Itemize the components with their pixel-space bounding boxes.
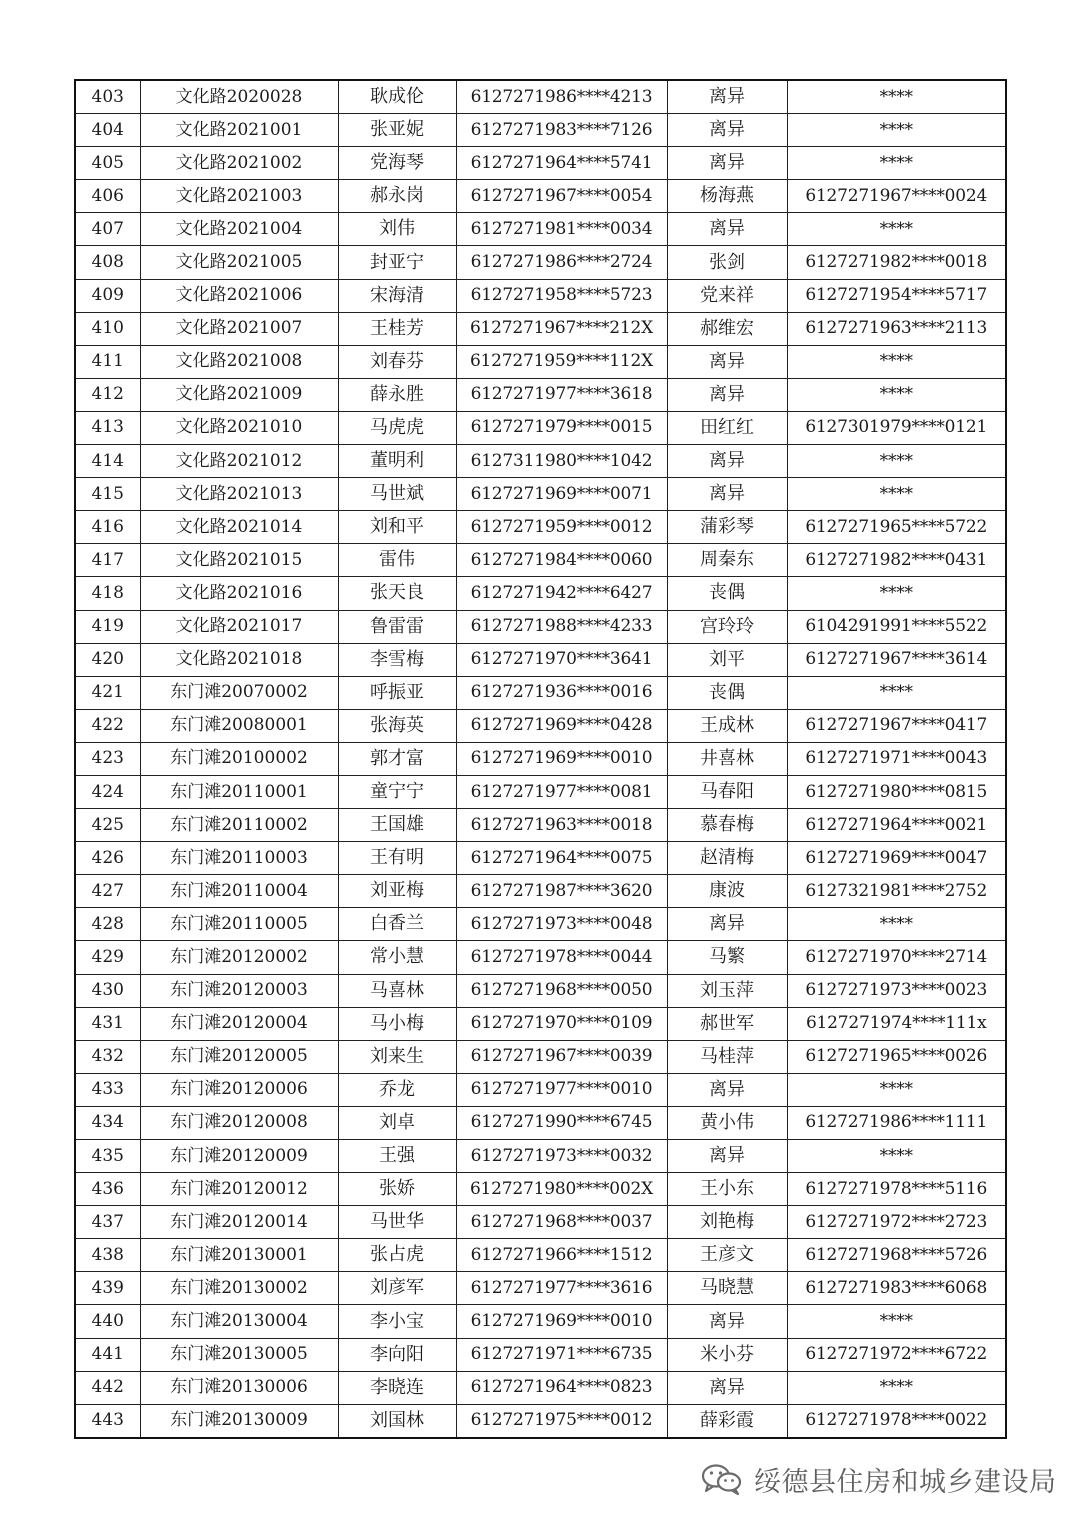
spouse-name-cell: 离异	[667, 1073, 787, 1106]
spouse-id-cell: 6127271967****3614	[787, 643, 1006, 676]
applicant-name-cell: 刘和平	[338, 511, 456, 544]
table-row	[75, 941, 1006, 974]
spouse-id-cell: ****	[787, 213, 1006, 246]
row-number-cell: 431	[75, 1007, 140, 1040]
applicant-name-cell: 封亚宁	[338, 246, 456, 279]
applicant-id-cell: 6127271968****0050	[456, 974, 667, 1007]
table-row	[75, 974, 1006, 1007]
spouse-id-cell: ****	[787, 478, 1006, 511]
row-number-cell: 403	[75, 80, 140, 114]
applicant-name-cell: 董明利	[338, 445, 456, 478]
house-code-cell: 东门滩20130004	[140, 1305, 338, 1338]
house-code-cell: 东门滩20080001	[140, 709, 338, 742]
house-code-cell: 文化路2021009	[140, 378, 338, 411]
applicant-id-cell: 6127271966****1512	[456, 1239, 667, 1272]
spouse-id-cell: 6127271954****5717	[787, 279, 1006, 312]
applicant-id-cell: 6127271984****0060	[456, 544, 667, 577]
row-number-cell: 411	[75, 345, 140, 378]
spouse-id-cell: ****	[787, 378, 1006, 411]
applicant-name-cell: 马小梅	[338, 1007, 456, 1040]
row-number-cell: 437	[75, 1206, 140, 1239]
row-number-cell: 435	[75, 1140, 140, 1173]
spouse-name-cell: 慕春梅	[667, 809, 787, 842]
table-row	[75, 147, 1006, 180]
table-row	[75, 1404, 1006, 1438]
house-code-cell: 文化路2021002	[140, 147, 338, 180]
spouse-id-cell: 6127271970****2714	[787, 941, 1006, 974]
applicant-id-cell: 6127311980****1042	[456, 445, 667, 478]
house-code-cell: 东门滩20120014	[140, 1206, 338, 1239]
house-code-cell: 东门滩20120012	[140, 1173, 338, 1206]
house-code-cell: 文化路2021018	[140, 643, 338, 676]
applicant-name-cell: 郝永岗	[338, 180, 456, 213]
house-code-cell: 东门滩20120005	[140, 1040, 338, 1073]
spouse-id-cell: 6127271969****0047	[787, 842, 1006, 875]
spouse-name-cell: 离异	[667, 478, 787, 511]
house-code-cell: 文化路2021007	[140, 312, 338, 345]
house-code-cell: 东门滩20120003	[140, 974, 338, 1007]
row-number-cell: 441	[75, 1338, 140, 1371]
row-number-cell: 419	[75, 610, 140, 643]
applicant-id-cell: 6127271969****0010	[456, 1305, 667, 1338]
row-number-cell: 417	[75, 544, 140, 577]
spouse-name-cell: 离异	[667, 114, 787, 147]
applicant-id-cell: 6127271967****0039	[456, 1040, 667, 1073]
applicant-name-cell: 李晓连	[338, 1371, 456, 1404]
house-code-cell: 东门滩20110005	[140, 908, 338, 941]
house-code-cell: 文化路2020028	[140, 80, 338, 114]
watermark-text: 绥德县住房和城乡建设局	[754, 1466, 1057, 1498]
row-number-cell: 433	[75, 1073, 140, 1106]
applicant-id-cell: 6127271969****0071	[456, 478, 667, 511]
spouse-id-cell: ****	[787, 577, 1006, 610]
spouse-id-cell: 6127271980****0815	[787, 775, 1006, 808]
applicant-id-cell: 6127271967****0054	[456, 180, 667, 213]
table-row	[75, 378, 1006, 411]
applicant-name-cell: 李雪梅	[338, 643, 456, 676]
spouse-id-cell: 6127271971****0043	[787, 742, 1006, 775]
spouse-id-cell: 6127271963****2113	[787, 312, 1006, 345]
applicant-name-cell: 乔龙	[338, 1073, 456, 1106]
spouse-name-cell: 离异	[667, 345, 787, 378]
row-number-cell: 436	[75, 1173, 140, 1206]
spouse-id-cell: ****	[787, 147, 1006, 180]
table-row	[75, 1206, 1006, 1239]
applicant-name-cell: 王强	[338, 1140, 456, 1173]
applicant-name-cell: 马虎虎	[338, 411, 456, 444]
applicant-name-cell: 常小慧	[338, 941, 456, 974]
applicant-name-cell: 王有明	[338, 842, 456, 875]
spouse-name-cell: 黄小伟	[667, 1106, 787, 1139]
applicant-id-cell: 6127271970****3641	[456, 643, 667, 676]
applicant-name-cell: 张海英	[338, 709, 456, 742]
spouse-id-cell: ****	[787, 908, 1006, 941]
row-number-cell: 440	[75, 1305, 140, 1338]
applicant-id-cell: 6127271968****0037	[456, 1206, 667, 1239]
applicant-id-cell: 6127271977****3618	[456, 378, 667, 411]
spouse-id-cell: ****	[787, 345, 1006, 378]
applicant-name-cell: 刘亚梅	[338, 875, 456, 908]
spouse-name-cell: 米小芬	[667, 1338, 787, 1371]
spouse-name-cell: 刘玉萍	[667, 974, 787, 1007]
applicant-name-cell: 刘卓	[338, 1106, 456, 1139]
table-row	[75, 1007, 1006, 1040]
spouse-name-cell: 蒲彩琴	[667, 511, 787, 544]
applicant-name-cell: 张亚妮	[338, 114, 456, 147]
table-row	[75, 544, 1006, 577]
applicant-id-cell: 6127271963****0018	[456, 809, 667, 842]
spouse-name-cell: 马春阳	[667, 775, 787, 808]
table-row	[75, 1073, 1006, 1106]
spouse-name-cell: 周秦东	[667, 544, 787, 577]
row-number-cell: 404	[75, 114, 140, 147]
applicant-name-cell: 耿成伦	[338, 80, 456, 114]
spouse-name-cell: 王彦文	[667, 1239, 787, 1272]
row-number-cell: 418	[75, 577, 140, 610]
spouse-name-cell: 康波	[667, 875, 787, 908]
table-row	[75, 511, 1006, 544]
spouse-id-cell: ****	[787, 676, 1006, 709]
spouse-name-cell: 离异	[667, 1305, 787, 1338]
applicant-name-cell: 刘彦军	[338, 1272, 456, 1305]
row-number-cell: 421	[75, 676, 140, 709]
house-code-cell: 东门滩20120002	[140, 941, 338, 974]
row-number-cell: 426	[75, 842, 140, 875]
spouse-id-cell: 6127271968****5726	[787, 1239, 1006, 1272]
applicant-name-cell: 李小宝	[338, 1305, 456, 1338]
table-row	[75, 213, 1006, 246]
applicant-id-cell: 6127271975****0012	[456, 1404, 667, 1438]
spouse-name-cell: 井喜林	[667, 742, 787, 775]
spouse-id-cell: 6127271986****1111	[787, 1106, 1006, 1139]
row-number-cell: 428	[75, 908, 140, 941]
spouse-name-cell: 刘艳梅	[667, 1206, 787, 1239]
spouse-id-cell: 6127301979****0121	[787, 411, 1006, 444]
spouse-id-cell: ****	[787, 1073, 1006, 1106]
house-code-cell: 文化路2021003	[140, 180, 338, 213]
row-number-cell: 443	[75, 1404, 140, 1438]
row-number-cell: 408	[75, 246, 140, 279]
spouse-name-cell: 党来祥	[667, 279, 787, 312]
applicant-name-cell: 郭才富	[338, 742, 456, 775]
house-code-cell: 文化路2021015	[140, 544, 338, 577]
applicant-id-cell: 6127271979****0015	[456, 411, 667, 444]
spouse-id-cell: 6127271965****0026	[787, 1040, 1006, 1073]
applicant-name-cell: 张天良	[338, 577, 456, 610]
applicant-name-cell: 马喜林	[338, 974, 456, 1007]
spouse-name-cell: 王小东	[667, 1173, 787, 1206]
spouse-id-cell: 6127271983****6068	[787, 1272, 1006, 1305]
table-row	[75, 1305, 1006, 1338]
table-row	[75, 1239, 1006, 1272]
applicant-id-cell: 6127271981****0034	[456, 213, 667, 246]
spouse-id-cell: ****	[787, 1305, 1006, 1338]
row-number-cell: 429	[75, 941, 140, 974]
row-number-cell: 409	[75, 279, 140, 312]
spouse-id-cell: ****	[787, 80, 1006, 114]
table-row	[75, 676, 1006, 709]
row-number-cell: 425	[75, 809, 140, 842]
spouse-name-cell: 田红红	[667, 411, 787, 444]
house-code-cell: 东门滩20110001	[140, 775, 338, 808]
applicant-name-cell: 童宁宁	[338, 775, 456, 808]
house-code-cell: 东门滩20120004	[140, 1007, 338, 1040]
spouse-name-cell: 赵清梅	[667, 842, 787, 875]
spouse-name-cell: 离异	[667, 908, 787, 941]
row-number-cell: 430	[75, 974, 140, 1007]
row-number-cell: 413	[75, 411, 140, 444]
house-code-cell: 东门滩20070002	[140, 676, 338, 709]
spouse-name-cell: 薛彩霞	[667, 1404, 787, 1438]
row-number-cell: 407	[75, 213, 140, 246]
applicant-name-cell: 张娇	[338, 1173, 456, 1206]
applicant-name-cell: 马世华	[338, 1206, 456, 1239]
spouse-id-cell: 6127271978****5116	[787, 1173, 1006, 1206]
table-row	[75, 445, 1006, 478]
table-row	[75, 842, 1006, 875]
spouse-name-cell: 郝世军	[667, 1007, 787, 1040]
applicant-name-cell: 刘春芬	[338, 345, 456, 378]
spouse-id-cell: ****	[787, 1371, 1006, 1404]
house-code-cell: 东门滩20120008	[140, 1106, 338, 1139]
table-row	[75, 114, 1006, 147]
spouse-id-cell: 6127271964****0021	[787, 809, 1006, 842]
spouse-id-cell: ****	[787, 1140, 1006, 1173]
spouse-id-cell: 6127271967****0024	[787, 180, 1006, 213]
applicant-name-cell: 刘国林	[338, 1404, 456, 1438]
table-row	[75, 1272, 1006, 1305]
house-code-cell: 东门滩20110004	[140, 875, 338, 908]
table-row	[75, 908, 1006, 941]
applicant-id-cell: 6127271942****6427	[456, 577, 667, 610]
spouse-name-cell: 离异	[667, 147, 787, 180]
row-number-cell: 415	[75, 478, 140, 511]
table-row	[75, 478, 1006, 511]
row-number-cell: 422	[75, 709, 140, 742]
applicant-name-cell: 王国雄	[338, 809, 456, 842]
spouse-id-cell: 6127271972****2723	[787, 1206, 1006, 1239]
spouse-id-cell: 6127271967****0417	[787, 709, 1006, 742]
house-code-cell: 文化路2021008	[140, 345, 338, 378]
applicant-name-cell: 李向阳	[338, 1338, 456, 1371]
applicant-name-cell: 雷伟	[338, 544, 456, 577]
table-row	[75, 577, 1006, 610]
spouse-name-cell: 离异	[667, 213, 787, 246]
applicant-id-cell: 6127271977****3616	[456, 1272, 667, 1305]
applicant-name-cell: 宋海清	[338, 279, 456, 312]
table-row	[75, 1173, 1006, 1206]
row-number-cell: 405	[75, 147, 140, 180]
table-row	[75, 411, 1006, 444]
row-number-cell: 410	[75, 312, 140, 345]
applicant-id-cell: 6127271990****6745	[456, 1106, 667, 1139]
spouse-name-cell: 离异	[667, 80, 787, 114]
applicant-id-cell: 6127271978****0044	[456, 941, 667, 974]
house-code-cell: 文化路2021014	[140, 511, 338, 544]
spouse-id-cell: 6104291991****5522	[787, 610, 1006, 643]
spouse-name-cell: 离异	[667, 445, 787, 478]
spouse-id-cell: 6127271982****0018	[787, 246, 1006, 279]
spouse-name-cell: 王成林	[667, 709, 787, 742]
table-row	[75, 1338, 1006, 1371]
applicant-id-cell: 6127271971****6735	[456, 1338, 667, 1371]
applicant-name-cell: 刘伟	[338, 213, 456, 246]
spouse-id-cell: 6127321981****2752	[787, 875, 1006, 908]
wechat-icon	[700, 1462, 744, 1496]
house-code-cell: 东门滩20120009	[140, 1140, 338, 1173]
applicant-id-cell: 6127271969****0428	[456, 709, 667, 742]
spouse-name-cell: 离异	[667, 1371, 787, 1404]
applicant-id-cell: 6127271969****0010	[456, 742, 667, 775]
spouse-name-cell: 离异	[667, 1140, 787, 1173]
house-code-cell: 东门滩20110002	[140, 809, 338, 842]
table-row	[75, 709, 1006, 742]
table-row	[75, 180, 1006, 213]
house-code-cell: 文化路2021016	[140, 577, 338, 610]
row-number-cell: 434	[75, 1106, 140, 1139]
spouse-id-cell: 6127271965****5722	[787, 511, 1006, 544]
applicant-id-cell: 6127271986****2724	[456, 246, 667, 279]
applicant-id-cell: 6127271958****5723	[456, 279, 667, 312]
applicant-id-cell: 6127271973****0032	[456, 1140, 667, 1173]
house-code-cell: 东门滩20130006	[140, 1371, 338, 1404]
applicant-id-cell: 6127271987****3620	[456, 875, 667, 908]
row-number-cell: 423	[75, 742, 140, 775]
spouse-name-cell: 张剑	[667, 246, 787, 279]
applicant-name-cell: 呼振亚	[338, 676, 456, 709]
spouse-name-cell: 离异	[667, 378, 787, 411]
table-row	[75, 345, 1006, 378]
spouse-name-cell: 宫玲玲	[667, 610, 787, 643]
applicant-id-cell: 6127271936****0016	[456, 676, 667, 709]
table-row	[75, 1371, 1006, 1404]
applicant-id-cell: 6127271983****7126	[456, 114, 667, 147]
applicant-name-cell: 刘来生	[338, 1040, 456, 1073]
row-number-cell: 412	[75, 378, 140, 411]
row-number-cell: 439	[75, 1272, 140, 1305]
house-code-cell: 东门滩20130002	[140, 1272, 338, 1305]
house-code-cell: 文化路2021013	[140, 478, 338, 511]
spouse-id-cell: ****	[787, 114, 1006, 147]
table-row	[75, 875, 1006, 908]
applicant-id-cell: 6127271986****4213	[456, 80, 667, 114]
table-row	[75, 80, 1006, 114]
spouse-id-cell: 6127271982****0431	[787, 544, 1006, 577]
applicant-id-cell: 6127271964****0075	[456, 842, 667, 875]
house-code-cell: 文化路2021005	[140, 246, 338, 279]
row-number-cell: 416	[75, 511, 140, 544]
spouse-name-cell: 刘平	[667, 643, 787, 676]
spouse-name-cell: 丧偶	[667, 577, 787, 610]
applicant-name-cell: 白香兰	[338, 908, 456, 941]
applicant-id-cell: 6127271980****002X	[456, 1173, 667, 1206]
table-row	[75, 279, 1006, 312]
table-row	[75, 809, 1006, 842]
applicant-table	[74, 79, 1007, 1439]
row-number-cell: 432	[75, 1040, 140, 1073]
publisher-watermark	[700, 1459, 1057, 1499]
house-code-cell: 东门滩20130009	[140, 1404, 338, 1438]
table-row	[75, 1040, 1006, 1073]
applicant-name-cell: 薛永胜	[338, 378, 456, 411]
table-row	[75, 1106, 1006, 1139]
table-body	[75, 80, 1006, 1438]
applicant-name-cell: 张占虎	[338, 1239, 456, 1272]
row-number-cell: 438	[75, 1239, 140, 1272]
spouse-name-cell: 杨海燕	[667, 180, 787, 213]
spouse-name-cell: 马晓慧	[667, 1272, 787, 1305]
applicant-id-cell: 6127271959****112X	[456, 345, 667, 378]
spouse-id-cell: 6127271973****0023	[787, 974, 1006, 1007]
applicant-id-cell: 6127271973****0048	[456, 908, 667, 941]
applicant-id-cell: 6127271977****0010	[456, 1073, 667, 1106]
house-code-cell: 东门滩20100002	[140, 742, 338, 775]
applicant-id-cell: 6127271959****0012	[456, 511, 667, 544]
house-code-cell: 文化路2021006	[140, 279, 338, 312]
row-number-cell: 424	[75, 775, 140, 808]
applicant-id-cell: 6127271967****212X	[456, 312, 667, 345]
house-code-cell: 东门滩20110003	[140, 842, 338, 875]
table-row	[75, 742, 1006, 775]
house-code-cell: 文化路2021001	[140, 114, 338, 147]
house-code-cell: 东门滩20120006	[140, 1073, 338, 1106]
spouse-name-cell: 马繁	[667, 941, 787, 974]
applicant-id-cell: 6127271964****5741	[456, 147, 667, 180]
applicant-name-cell: 鲁雷雷	[338, 610, 456, 643]
house-code-cell: 东门滩20130001	[140, 1239, 338, 1272]
spouse-id-cell: ****	[787, 445, 1006, 478]
applicant-id-cell: 6127271964****0823	[456, 1371, 667, 1404]
table-row	[75, 1140, 1006, 1173]
house-code-cell: 文化路2021004	[140, 213, 338, 246]
applicant-name-cell: 王桂芳	[338, 312, 456, 345]
applicant-id-cell: 6127271970****0109	[456, 1007, 667, 1040]
row-number-cell: 420	[75, 643, 140, 676]
house-code-cell: 文化路2021012	[140, 445, 338, 478]
applicant-id-cell: 6127271988****4233	[456, 610, 667, 643]
house-code-cell: 东门滩20130005	[140, 1338, 338, 1371]
table-row	[75, 246, 1006, 279]
spouse-id-cell: 6127271978****0022	[787, 1404, 1006, 1438]
row-number-cell: 442	[75, 1371, 140, 1404]
table-row	[75, 643, 1006, 676]
applicant-name-cell: 党海琴	[338, 147, 456, 180]
spouse-id-cell: 6127271972****6722	[787, 1338, 1006, 1371]
applicant-name-cell: 马世斌	[338, 478, 456, 511]
table-row	[75, 775, 1006, 808]
row-number-cell: 406	[75, 180, 140, 213]
table-row	[75, 610, 1006, 643]
house-code-cell: 文化路2021010	[140, 411, 338, 444]
row-number-cell: 414	[75, 445, 140, 478]
table-row	[75, 312, 1006, 345]
applicant-id-cell: 6127271977****0081	[456, 775, 667, 808]
spouse-name-cell: 郝维宏	[667, 312, 787, 345]
row-number-cell: 427	[75, 875, 140, 908]
house-code-cell: 文化路2021017	[140, 610, 338, 643]
spouse-id-cell: 6127271974****111x	[787, 1007, 1006, 1040]
spouse-name-cell: 马桂萍	[667, 1040, 787, 1073]
spouse-name-cell: 丧偶	[667, 676, 787, 709]
